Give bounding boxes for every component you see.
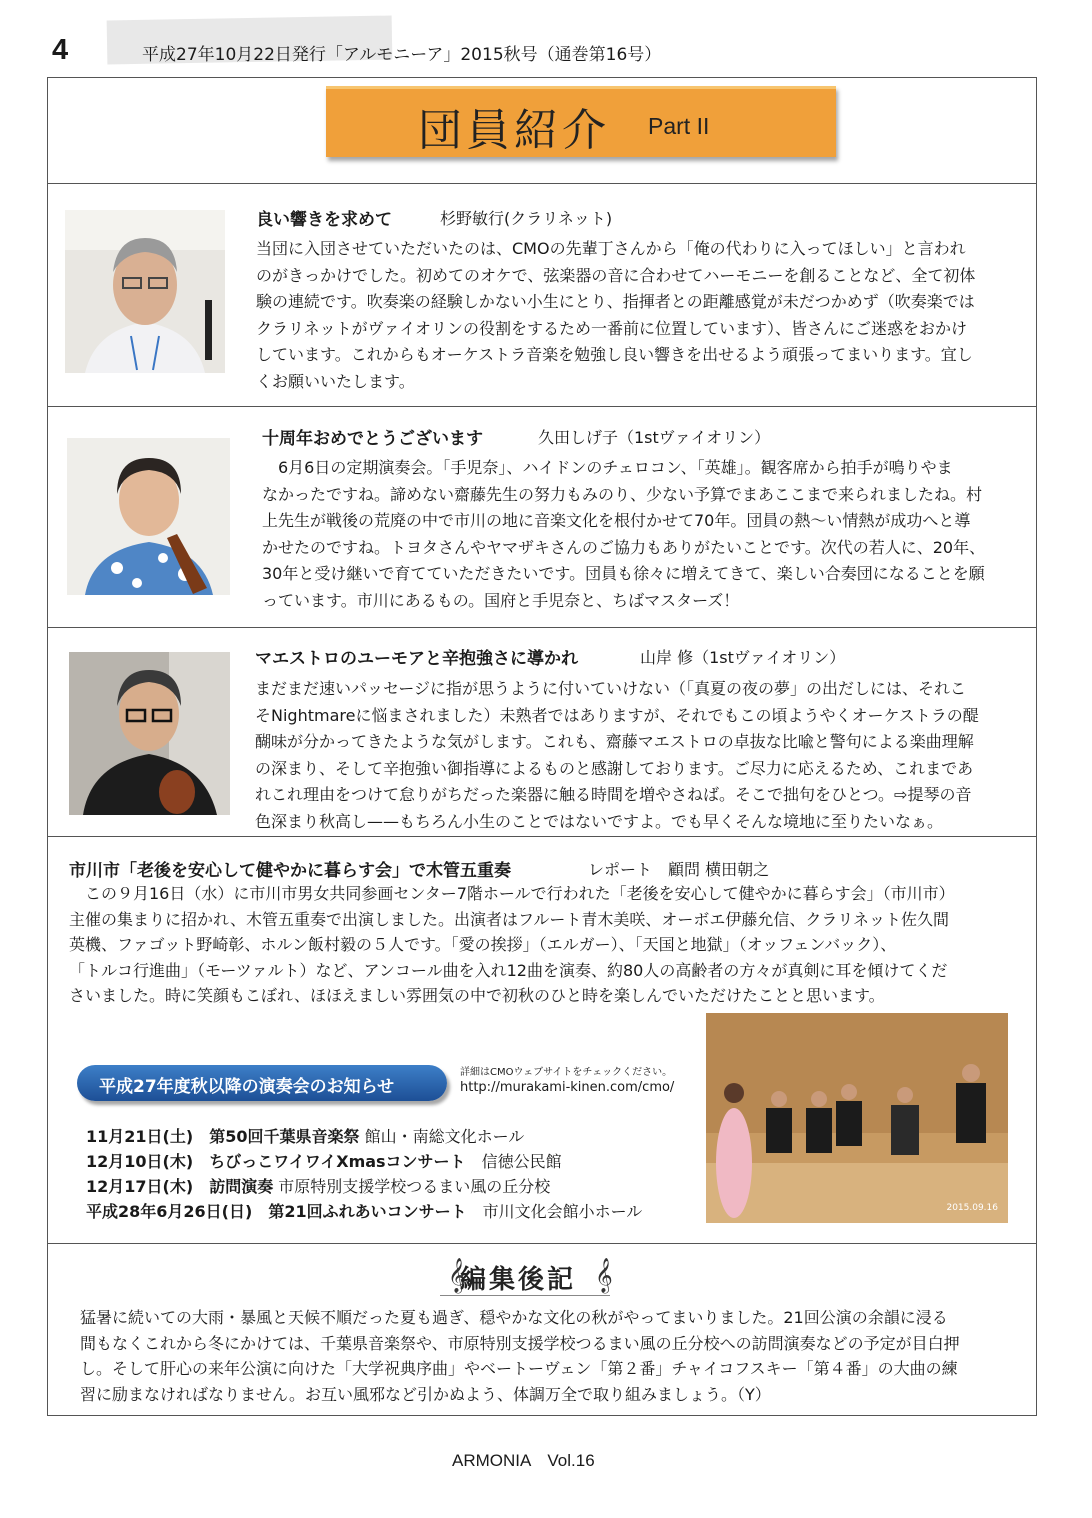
divider [47, 183, 1037, 184]
body-line: かせたのですね。トヨタさんやヤマザキさんのご協力もありがたいことです。次代の若人に、20年、 [262, 537, 986, 557]
body-line: この９月16日（水）に市川市男女共同参画センター7階ホールで行われた「老後を安心して健やかに暮らす会」（市川市） [69, 884, 955, 903]
article-body [255, 676, 979, 835]
cmo-website-link[interactable]: http://murakami-kinen.com/cmo/ [460, 1080, 675, 1095]
body-line: 色深まり秋高し——もちろん小生のことではないですよ。でも早くそんな境地に至りたいなぁ。 [255, 811, 944, 831]
article-author: 久田しげ子（1stヴァイオリン） [538, 428, 771, 447]
body-line: 30年と受け継いで育てていただきたいです。団員も徐々に増えてきて、楽しい合奏団になることを願 [262, 564, 985, 583]
banner-part: Part II [648, 113, 710, 139]
article-author: 杉野敏行(クラリネット) [440, 209, 613, 228]
member-photo-yamagishi [69, 652, 230, 815]
body-line: の深まり、そして辛抱強い御指導によるものと感謝しております。ご尽力に応えるため、これまであ [255, 758, 974, 778]
divider [47, 406, 1037, 407]
concert-list [86, 1124, 642, 1224]
page-number: 4 [52, 34, 69, 66]
body-line: 上先生が戦後の荒廃の中で市川の地に音楽文化を根付かせて70年。団員の熱〜い情熱が成功へと導 [262, 511, 971, 530]
body-line: 間もなくこれから冬にかけては、千葉県音楽祭や、市原特別支援学校つるまい風の丘分校への訪問演奏などの予定が目白押 [80, 1333, 960, 1353]
notice-detail: 詳細はCMOウェブサイトをチェックください。 [460, 1067, 673, 1078]
body-line: 猛暑に続いての大雨・暴風と天候不順だった夏も過ぎ、穏やかな文化の秋がやってまいりました。21回公演の余韻に浸る [80, 1308, 948, 1327]
editor-title: 編集後記 [460, 1265, 577, 1295]
member-photo-sugino [65, 210, 225, 373]
body-line: し。そして肝心の来年公演に向けた「大学祝典序曲」やベートーヴェン「第２番」チャイコフスキー「第４番」の大曲の練 [80, 1359, 958, 1378]
body-line: 当団に入団させていただいたのは、CMOの先輩丁さんから「俺の代わりに入ってほしい」と言われ [256, 239, 966, 258]
body-line: しています。これからもオーケストラ音楽を勉強し良い響きを出せるよう頑張ってまいります。宜し [256, 345, 973, 364]
report-body [69, 881, 955, 1009]
body-line: そNightmareに悩まされました）未熟者ではありますが、それでもこの頃ようやくオーケストラの醍 [255, 705, 979, 725]
footer: ARMONIA Vol.16 [452, 1451, 595, 1470]
concert-item: 12月17日(木) 訪問演奏 市原特別支援学校つるまい風の丘分校 [86, 1177, 551, 1196]
divider [47, 1243, 1037, 1244]
body-line: っています。市川にあるもの。国府と手児奈と、ちばマスターズ！ [262, 590, 740, 610]
body-line: クラリネットがヴァイオリンの役割をするため一番前に位置しています）、皆さんにご迷惑をおかけ [256, 318, 968, 338]
body-line: のがきっかけでした。初めてのオケで、弦楽器の音に合わせてハーモニーを創ることなど、全て初体 [256, 265, 976, 285]
article-title: 十周年おめでとうございます [262, 429, 483, 449]
quintet-performance-photo [706, 1013, 1008, 1223]
body-line: 英機、ファゴット野崎彰、ホルン飯村毅の５人です。「愛の挨拶」（エルガー）、「天国と地獄」（オッフェンバック）、 [69, 935, 897, 954]
notice-label-text: 平成27年度秋以降の演奏会のお知らせ [99, 1077, 395, 1097]
body-line: 験の連続です。吹奏楽の経験しかない小生にとり、指揮者との距離感覚が未だつかめず（吹奏楽では [256, 292, 975, 311]
body-line: 主催の集まりに招かれ、木管五重奏で出演しました。出演者はフルート青木美咲、オーボエ伊藤允信、クラリネット佐久間 [69, 909, 950, 929]
article-body [256, 236, 975, 395]
article-title: マエストロのユーモアと辛抱強さに導かれ [255, 649, 578, 669]
concert-item: 平成28年6月26日(日) 第21回ふれあいコンサート 市川文化会館小ホール [86, 1202, 643, 1221]
member-photo-hisada [67, 438, 230, 595]
editor-body [80, 1305, 960, 1407]
photo-date-stamp: 2015.09.16 [946, 1203, 998, 1213]
concert-item: 11月21日(土) 第50回千葉県音楽祭 館山・南総文化ホール [86, 1127, 525, 1146]
treble-clef-icon: 𝄞 [595, 1258, 613, 1293]
treble-clef-icon: 𝄞 [448, 1258, 466, 1293]
issue-header: 平成27年10月22日発行「アルモニーア」2015秋号（通巻第16号） [142, 45, 662, 65]
body-line: 6月6日の定期演奏会。「手児奈」、ハイドンのチェロコン、「英雄」。観客席から拍手が鳴りやま [262, 458, 953, 477]
concert-notice-label [77, 1065, 447, 1101]
concert-item: 12月10日(木) ちびっこワイワイXmasコンサート 信徳公民館 [86, 1152, 562, 1171]
body-line: 「トルコ行進曲」（モーツァルト）など、アンコール曲を入れ12曲を演奏、約80人の高齢者の方々が真剣に耳を傾けてくだ [69, 960, 948, 980]
body-line: れこれ理由をつけて怠りがちだった楽器に触る時間を増やさねば。そこで拙句をひとつ。⇨提琴の音 [255, 785, 972, 804]
body-line: まだまだ速いパッセージに指が思うように付いていけない（「真夏の夜の夢」の出だしには、それこ [255, 679, 967, 698]
article-body [262, 455, 985, 614]
body-line: さいました。時に笑顔もこぼれ、ほほえましい雰囲気の中で初秋のひと時を楽しんでいただけたことと思います。 [69, 986, 885, 1005]
body-line: なかったですね。諦めない齋藤先生の努力もみのり、少ない予算でまあここまで来られましたね。村 [262, 484, 983, 504]
article-title: 良い響きを求めて [256, 210, 392, 230]
report-byline: レポート 顧問 横田朝之 [588, 860, 770, 879]
body-line: 習に励まなければなりません。お互い風邪など引かぬよう、体調万全で取り組みましょう。（Y） [80, 1384, 771, 1404]
body-line: くお願いいたします。 [256, 371, 415, 391]
body-line: 醐味が分かってきたような気がします。これも、齋藤マエストロの卓抜な比喩と警句による楽曲理解 [255, 732, 974, 751]
divider [440, 1295, 610, 1296]
banner-title: 団員紹介 [418, 105, 610, 156]
article-author: 山岸 修（1stヴァイオリン） [640, 648, 846, 667]
divider [47, 836, 1037, 837]
report-title: 市川市「老後を安心して健やかに暮らす会」で木管五重奏 [69, 861, 511, 881]
divider [47, 627, 1037, 628]
